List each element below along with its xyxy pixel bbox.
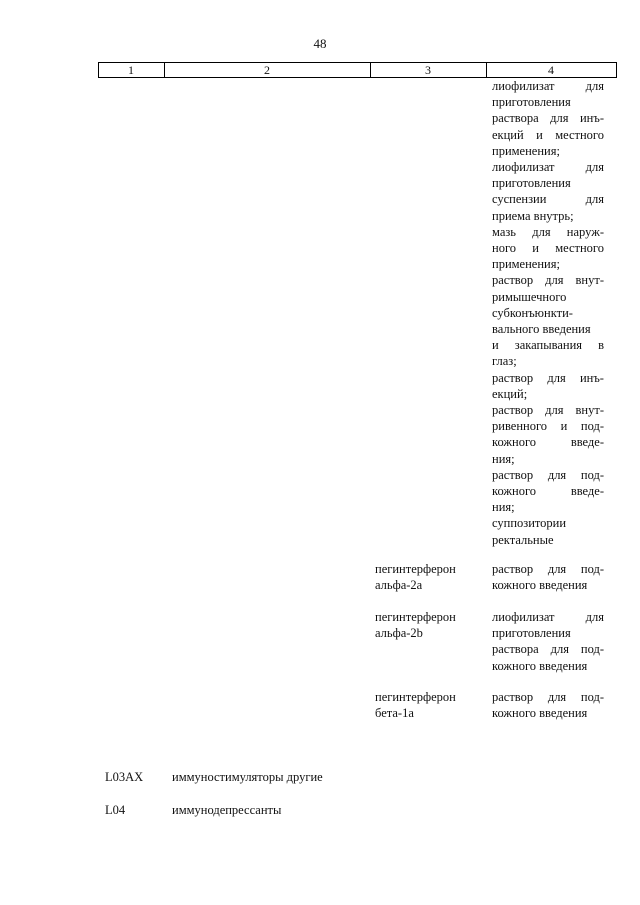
dosage-form-word: раствор	[492, 690, 534, 704]
dosage-form-word: субконъюнкти-	[492, 305, 573, 320]
dosage-form-line	[492, 272, 604, 288]
dosage-form-word: вального введения	[492, 322, 591, 337]
dosage-form-word: для	[585, 610, 604, 624]
dosage-form-word: раствор	[492, 273, 534, 288]
dosage-form-word: римышечного	[492, 289, 567, 304]
dosage-form-line	[492, 609, 604, 625]
dosage-form-word: введе-	[570, 484, 604, 499]
dosage-form-word: для	[585, 79, 604, 93]
dosage-form-word: под-	[580, 690, 604, 704]
dosage-form-word: для	[545, 273, 564, 288]
dosage-form-word: для	[585, 192, 604, 207]
atc-code: L04	[105, 803, 126, 817]
dosage-form-line	[492, 175, 604, 191]
dosage-form-word: введе-	[570, 435, 604, 450]
drug-name-line: пегинтерферон	[375, 610, 456, 624]
dosage-form-line	[492, 353, 604, 369]
dosage-form-word: суспензии	[492, 192, 547, 207]
dosage-form-line	[492, 418, 604, 434]
dosage-form-word: ректальные	[492, 532, 554, 547]
dosage-form-line	[492, 110, 604, 126]
dosage-form-line	[492, 705, 604, 721]
dosage-form-word: для	[547, 467, 567, 482]
dosage-form-line	[492, 532, 604, 548]
dosage-form-word: для	[547, 562, 567, 576]
header-col-2: 2	[264, 63, 270, 77]
dosage-form-word: для	[532, 224, 551, 239]
dosage-forms-peginterferon-alfa-2a	[492, 561, 604, 593]
dosage-form-line	[492, 224, 604, 240]
page-number: 48	[313, 36, 327, 51]
dosage-form-line	[492, 561, 604, 577]
atc-group-name: иммуностимуляторы другие	[172, 770, 323, 784]
dosage-form-word: ния;	[492, 500, 515, 515]
drug-name-line: пегинтерферон	[375, 690, 456, 704]
drug-name-line: альфа-2a	[375, 578, 423, 593]
dosage-form-word: для	[585, 160, 604, 175]
dosage-form-word: кожного	[492, 435, 537, 450]
dosage-form-word: применения;	[492, 257, 560, 272]
dosage-form-line	[492, 240, 604, 256]
dosage-forms-peginterferon-beta-1a	[492, 689, 604, 721]
drug-name-line: пегинтерферон	[375, 562, 456, 576]
dosage-form-line	[492, 321, 604, 337]
dosage-forms-peginterferon-alfa-2b	[492, 609, 604, 674]
dosage-form-line	[492, 305, 604, 321]
dosage-form-word: раствор	[492, 370, 534, 385]
dosage-form-line	[492, 127, 604, 143]
dosage-form-line	[492, 434, 604, 450]
dosage-form-line	[492, 159, 604, 175]
dosage-form-word: для	[550, 111, 569, 126]
dosage-form-word: закапывания	[514, 338, 583, 353]
dosage-forms-continued	[492, 78, 604, 548]
dosage-form-word: ного	[492, 241, 517, 256]
dosage-form-word: и	[560, 419, 568, 434]
dosage-form-line	[492, 370, 604, 386]
dosage-form-line	[492, 499, 604, 515]
dosage-form-line	[492, 402, 604, 418]
dosage-form-line	[492, 386, 604, 402]
dosage-form-word: екций;	[492, 386, 528, 401]
dosage-form-word: кожного	[492, 484, 537, 499]
dosage-form-word: под-	[580, 467, 604, 482]
dosage-form-line	[492, 451, 604, 467]
dosage-form-word: раствора	[492, 642, 539, 657]
drug-name-line: бета-1a	[375, 706, 414, 721]
drug-name-peginterferon-alfa-2b	[375, 609, 487, 641]
dosage-form-word: кожного введения	[492, 578, 588, 593]
dosage-form-line	[492, 94, 604, 110]
dosage-form-line	[492, 467, 604, 483]
dosage-form-word: под-	[580, 419, 604, 434]
dosage-form-word: екций	[492, 127, 524, 142]
dosage-form-line	[492, 256, 604, 272]
dosage-form-word: для	[547, 370, 566, 385]
dosage-form-word: лиофилизат	[492, 610, 555, 624]
dosage-form-word: кожного введения	[492, 706, 588, 721]
dosage-form-word: наруж-	[566, 224, 604, 239]
atc-code: L03AX	[105, 770, 144, 784]
dosage-form-word: инъ-	[579, 370, 604, 385]
dosage-form-word: раствор	[492, 403, 534, 418]
dosage-form-line	[492, 577, 604, 593]
dosage-form-line	[492, 191, 604, 207]
dosage-form-word: местного	[555, 241, 604, 256]
header-col-1: 1	[128, 63, 134, 77]
dosage-form-word: приготовления	[492, 95, 571, 110]
dosage-form-word: применения;	[492, 143, 560, 158]
dosage-form-word: приготовления	[492, 176, 571, 191]
dosage-form-word: раствор	[492, 467, 534, 482]
drug-name-peginterferon-alfa-2a	[375, 561, 487, 593]
dosage-form-word: для	[545, 403, 564, 418]
header-col-3: 3	[425, 63, 431, 77]
drug-name-peginterferon-beta-1a	[375, 689, 487, 721]
dosage-form-word: ривенного	[492, 419, 548, 434]
dosage-form-word: мазь	[492, 224, 517, 239]
dosage-form-word: местного	[555, 127, 604, 142]
dosage-form-word: и	[536, 127, 543, 142]
dosage-form-word: под-	[580, 562, 604, 576]
dosage-form-word: внут-	[575, 403, 604, 418]
dosage-form-word: суппозитории	[492, 516, 567, 531]
dosage-form-line	[492, 78, 604, 94]
dosage-form-word: лиофилизат	[492, 160, 555, 175]
dosage-form-word: и	[492, 338, 499, 353]
dosage-form-word: глаз;	[492, 354, 517, 369]
dosage-form-word: под-	[580, 642, 604, 657]
dosage-form-word: лиофилизат	[492, 79, 555, 93]
dosage-form-word: для	[547, 690, 567, 704]
dosage-form-line	[492, 289, 604, 305]
dosage-form-line	[492, 689, 604, 705]
dosage-form-word: внут-	[575, 273, 604, 288]
dosage-form-word: ния;	[492, 451, 515, 466]
dosage-form-word: раствор	[492, 562, 534, 576]
dosage-form-line	[492, 208, 604, 224]
atc-group-name: иммунодепрессанты	[172, 803, 282, 817]
dosage-form-word: для	[550, 642, 569, 657]
dosage-form-line	[492, 483, 604, 499]
dosage-form-word: и	[532, 241, 539, 256]
dosage-form-word: инъ-	[579, 111, 604, 126]
dosage-form-word: кожного введения	[492, 658, 588, 673]
dosage-form-line	[492, 143, 604, 159]
drug-name-line: альфа-2b	[375, 626, 423, 641]
dosage-form-line	[492, 658, 604, 674]
dosage-form-word: приготовления	[492, 626, 571, 641]
header-col-4: 4	[548, 63, 554, 77]
dosage-form-line	[492, 515, 604, 531]
dosage-form-word: приема внутрь;	[492, 208, 574, 223]
header-divider	[616, 62, 617, 78]
dosage-form-line	[492, 641, 604, 657]
dosage-form-word: раствора	[492, 111, 539, 126]
dosage-form-word: в	[598, 338, 604, 353]
dosage-form-line	[492, 625, 604, 641]
dosage-form-line	[492, 337, 604, 353]
